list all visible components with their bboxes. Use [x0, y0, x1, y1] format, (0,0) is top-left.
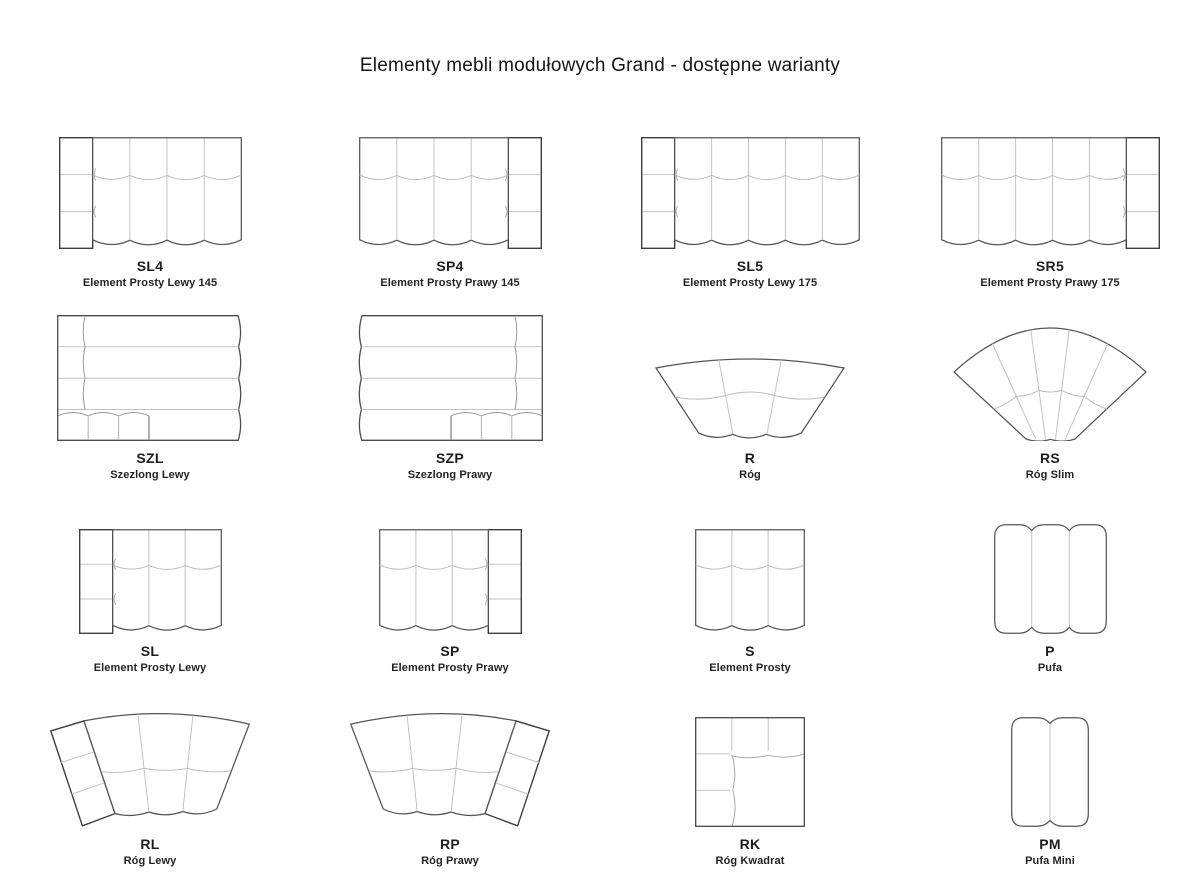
szp-diagram [357, 314, 543, 441]
pouf-mini-drawing [1011, 717, 1089, 827]
variant-description: Róg Kwadrat [715, 855, 785, 867]
variant-cell-rk [600, 708, 900, 867]
variant-cell-sl [0, 521, 300, 674]
variant-code: P [1045, 643, 1055, 659]
variant-code: PM [1039, 836, 1061, 852]
chaise-left-drawing [57, 315, 243, 441]
variant-description: Róg [739, 469, 761, 481]
variant-cell-sl5 [600, 134, 900, 289]
straight-left-3-drawing [79, 529, 222, 634]
variant-description: Element Prosty Lewy 145 [82, 277, 218, 289]
variant-cell-rp [300, 708, 600, 867]
variant-description: Element Prosty [709, 662, 791, 674]
variant-cell-pm [900, 708, 1200, 867]
variant-description: Element Prosty Prawy 175 [980, 277, 1120, 289]
variant-cell-r [600, 314, 900, 481]
variant-code: S [745, 643, 755, 659]
corner-square-drawing [695, 717, 805, 827]
variant-code: RK [739, 836, 761, 852]
variant-code: RS [1039, 450, 1061, 466]
straight-left-5-drawing [641, 137, 860, 249]
straight-left-4-drawing [59, 137, 242, 249]
rk-diagram [695, 708, 805, 827]
variant-description: Pufa Mini [1025, 855, 1075, 867]
variant-code: RP [439, 836, 461, 852]
variant-code: SP4 [436, 258, 464, 274]
variant-row-2 [0, 314, 1200, 481]
variant-cell-rl [0, 708, 300, 867]
variant-code: R [744, 450, 756, 466]
variant-description: Element Prosty Lewy 175 [682, 277, 818, 289]
variant-code: SL5 [736, 258, 764, 274]
variant-cell-sl4 [0, 134, 300, 289]
variant-row-3 [0, 521, 1200, 674]
variant-code: SP [440, 643, 460, 659]
corner-slim-drawing [953, 325, 1147, 441]
pouf-drawing [994, 524, 1107, 634]
pm-diagram [1011, 708, 1089, 827]
s-diagram [695, 521, 805, 634]
variant-description: Róg Prawy [421, 855, 479, 867]
corner-left-drawing [50, 709, 250, 827]
variant-cell-szl [0, 314, 300, 481]
variant-code: RL [140, 836, 160, 852]
p-diagram [994, 521, 1107, 634]
variant-cell-rs [900, 314, 1200, 481]
variant-description: Szezlong Prawy [407, 469, 493, 481]
variant-description: Róg Lewy [123, 855, 177, 867]
variant-description: Element Prosty Prawy [391, 662, 509, 674]
variant-description: Element Prosty Lewy [93, 662, 207, 674]
variant-cell-sp [300, 521, 600, 674]
variant-cell-p [900, 521, 1200, 674]
variant-row-4 [0, 708, 1200, 867]
rs-diagram [953, 314, 1147, 441]
variant-description: Róg Slim [1025, 469, 1075, 481]
variant-code: SL4 [136, 258, 164, 274]
page-title: Elementy mebli modułowych Grand - dostępne warianty [359, 55, 841, 76]
chaise-right-drawing [357, 315, 543, 441]
sr5-diagram [941, 134, 1160, 249]
szl-diagram [57, 314, 243, 441]
straight-right-4-drawing [359, 137, 542, 249]
variant-cell-sr5 [900, 134, 1200, 289]
variant-cell-sp4 [300, 134, 600, 289]
sp-diagram [379, 521, 522, 634]
rp-diagram [350, 708, 550, 827]
variant-description: Element Prosty Prawy 145 [380, 277, 520, 289]
variant-code: SZL [136, 450, 164, 466]
r-diagram [655, 314, 845, 441]
corner-right-drawing [350, 709, 550, 827]
sl4-diagram [59, 134, 242, 249]
variant-code: SL [140, 643, 160, 659]
corner-drawing [655, 338, 845, 441]
straight-right-3-drawing [379, 529, 522, 634]
variant-cell-szp [300, 314, 600, 481]
variant-row-1 [0, 134, 1200, 289]
sl-diagram [79, 521, 222, 634]
sp4-diagram [359, 134, 542, 249]
variant-description: Pufa [1037, 662, 1063, 674]
rl-diagram [50, 708, 250, 827]
straight-drawing [695, 529, 805, 634]
straight-right-5-drawing [941, 137, 1160, 249]
sl5-diagram [641, 134, 860, 249]
variant-description: Szezlong Lewy [110, 469, 190, 481]
variant-code: SZP [435, 450, 465, 466]
variant-cell-s [600, 521, 900, 674]
variant-code: SR5 [1035, 258, 1065, 274]
